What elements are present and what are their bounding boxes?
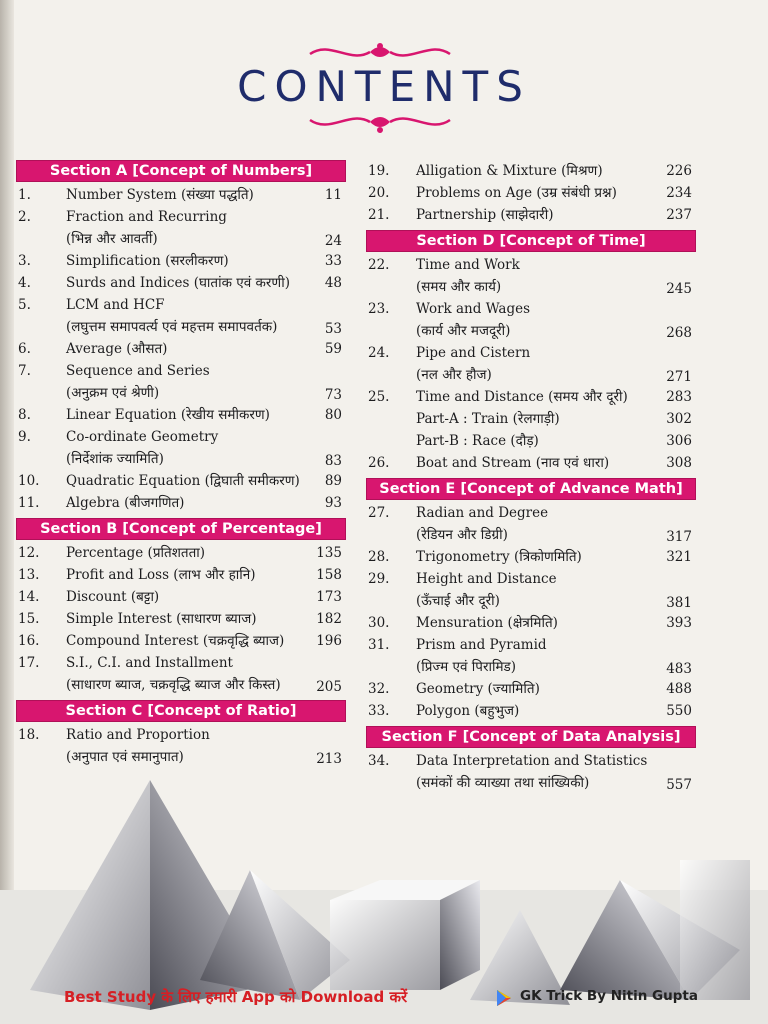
chapter-number: 3.	[18, 253, 31, 269]
toc-entry[interactable]	[16, 184, 346, 206]
chapter-number: 31.	[368, 637, 390, 653]
page-number: 93	[324, 495, 342, 511]
chapter-subtitle: (भिन्न और आवर्ती)	[66, 231, 158, 247]
toc-entry[interactable]	[16, 542, 346, 564]
chapter-number: 30.	[368, 615, 390, 631]
chapter-number: 11.	[18, 495, 40, 511]
page-number: 213	[316, 751, 342, 767]
toc-entry[interactable]	[366, 430, 696, 452]
page-number: 306	[666, 433, 692, 449]
chapter-title: Co-ordinate Geometry	[66, 429, 219, 445]
chapter-number: 14.	[18, 589, 40, 605]
chapter-title: Profit and Loss (लाभ और हानि)	[66, 567, 256, 583]
chapter-title: Pipe and Cistern	[416, 345, 531, 361]
chapter-subtitle: (ऊँचाई और दूरी)	[416, 593, 500, 609]
chapter-number: 28.	[368, 549, 390, 565]
chapter-number: 22.	[368, 257, 390, 273]
page-number: 381	[666, 595, 692, 611]
page-number: 245	[666, 281, 692, 297]
chapter-number: 20.	[368, 185, 390, 201]
chapter-title: Data Interpretation and Statistics	[416, 753, 648, 769]
page-number: 205	[316, 679, 342, 695]
chapter-title: Number System (संख्या पद्धति)	[66, 187, 254, 203]
chapter-title: Partnership (साझेदारी)	[416, 207, 554, 223]
toc-entry[interactable]	[16, 250, 346, 272]
page-number: 268	[666, 325, 692, 341]
chapter-number: 24.	[368, 345, 390, 361]
chapter-number: 1.	[18, 187, 31, 203]
chapter-number: 32.	[368, 681, 390, 697]
page-number: 48	[324, 275, 342, 291]
toc-entry[interactable]	[16, 404, 346, 426]
section-heading: Section B [Concept of Percentage]	[16, 518, 346, 540]
page-number: 173	[316, 589, 342, 605]
page-number: 483	[666, 661, 692, 677]
chapter-title: Simplification (सरलीकरण)	[66, 253, 229, 269]
toc-entry[interactable]	[366, 408, 696, 430]
chapter-number: 8.	[18, 407, 31, 423]
toc-entry[interactable]	[366, 678, 696, 700]
toc-entry[interactable]	[16, 564, 346, 586]
chapter-title: Trigonometry (त्रिकोणमिति)	[416, 549, 582, 565]
chapter-number: 34.	[368, 753, 390, 769]
toc-entry[interactable]	[366, 568, 696, 612]
chapter-title: Ratio and Proportion	[66, 727, 210, 743]
page-number: 89	[324, 473, 342, 489]
play-store-icon[interactable]	[495, 989, 513, 1007]
toc-entry[interactable]	[366, 160, 696, 182]
page-number: 53	[324, 321, 342, 337]
chapter-title: Quadratic Equation (द्विघाती समीकरण)	[66, 473, 300, 489]
toc-entry[interactable]	[16, 492, 346, 514]
chapter-subtitle: (प्रिज्म एवं पिरामिड)	[416, 659, 517, 675]
page-number: 234	[666, 185, 692, 201]
chapter-title: Radian and Degree	[416, 505, 549, 521]
toc-entry[interactable]	[16, 586, 346, 608]
chapter-title: Average (औसत)	[66, 341, 168, 357]
contents-left-column	[16, 160, 346, 768]
chapter-number: 18.	[18, 727, 40, 743]
page-number: 24	[324, 233, 342, 249]
toc-entry[interactable]	[16, 294, 346, 338]
chapter-title: Boat and Stream (नाव एवं धारा)	[416, 455, 610, 471]
chapter-title: Linear Equation (रेखीय समीकरण)	[66, 407, 270, 423]
chapter-title: Compound Interest (चक्रवृद्धि ब्याज)	[66, 633, 285, 649]
chapter-title: Sequence and Series	[66, 363, 210, 379]
page-number: 271	[666, 369, 692, 385]
page-number: 237	[666, 207, 692, 223]
chapter-title: LCM and HCF	[66, 297, 165, 313]
page-number: 550	[666, 703, 692, 719]
page-number: 135	[316, 545, 342, 561]
chapter-title: Part-B : Race (दौड़)	[416, 433, 539, 449]
toc-entry[interactable]	[16, 360, 346, 404]
chapter-number: 4.	[18, 275, 31, 291]
chapter-title: S.I., C.I. and Installment	[66, 655, 233, 671]
toc-entry[interactable]	[366, 546, 696, 568]
toc-entry[interactable]	[16, 630, 346, 652]
toc-entry[interactable]	[366, 452, 696, 474]
footer-banner	[0, 985, 768, 1011]
chapter-number: 6.	[18, 341, 31, 357]
chapter-title: Prism and Pyramid	[416, 637, 547, 653]
chapter-number: 13.	[18, 567, 40, 583]
page-number: 73	[324, 387, 342, 403]
chapter-title: Simple Interest (साधारण ब्याज)	[66, 611, 257, 627]
chapter-number: 12.	[18, 545, 40, 561]
chapter-title: Work and Wages	[416, 301, 530, 317]
brand-credit: GK Trick By Nitin Gupta	[520, 988, 698, 1004]
toc-entry[interactable]	[366, 182, 696, 204]
chapter-title: Surds and Indices (घातांक एवं करणी)	[66, 275, 290, 291]
chapter-subtitle: (नल और हौज)	[416, 367, 492, 383]
chapter-number: 10.	[18, 473, 40, 489]
chapter-title: Fraction and Recurring	[66, 209, 227, 225]
section-heading: Section C [Concept of Ratio]	[16, 700, 346, 722]
page-number: 321	[666, 549, 692, 565]
page-number: 158	[316, 567, 342, 583]
chapter-subtitle: (समंकों की व्याख्या तथा सांख्यिकी)	[416, 775, 590, 791]
contents-right-column	[366, 160, 696, 794]
section-heading: Section E [Concept of Advance Math]	[366, 478, 696, 500]
chapter-subtitle: (अनुपात एवं समानुपात)	[66, 749, 184, 765]
page-number: 11	[324, 187, 342, 203]
toc-entry[interactable]	[16, 338, 346, 360]
toc-entry[interactable]	[366, 700, 696, 722]
chapter-number: 25.	[368, 389, 390, 405]
chapter-subtitle: (निर्देशांक ज्यामिति)	[66, 451, 164, 467]
chapter-number: 15.	[18, 611, 40, 627]
toc-entry[interactable]	[366, 298, 696, 342]
toc-entry[interactable]	[366, 254, 696, 298]
page-number: 59	[324, 341, 342, 357]
chapter-subtitle: (लघुत्तम समापवर्त्य एवं महत्तम समापवर्तक)	[66, 319, 278, 335]
toc-entry[interactable]	[366, 386, 696, 408]
chapter-number: 17.	[18, 655, 40, 671]
toc-entry[interactable]	[16, 206, 346, 250]
section-heading: Section A [Concept of Numbers]	[16, 160, 346, 182]
toc-entry[interactable]	[366, 612, 696, 634]
flourish-bottom-icon	[300, 110, 460, 136]
chapter-title: Geometry (ज्यामिति)	[416, 681, 540, 697]
toc-entry[interactable]	[366, 342, 696, 386]
chapter-number: 5.	[18, 297, 31, 313]
chapter-number: 21.	[368, 207, 390, 223]
chapter-number: 27.	[368, 505, 390, 521]
page-number: 196	[316, 633, 342, 649]
toc-entry[interactable]	[16, 652, 346, 696]
page-number: 182	[316, 611, 342, 627]
toc-entry[interactable]	[16, 426, 346, 470]
toc-entry[interactable]	[366, 502, 696, 546]
chapter-subtitle: (समय और कार्य)	[416, 279, 502, 295]
toc-entry[interactable]	[16, 470, 346, 492]
page-number: 283	[666, 389, 692, 405]
page-number: 317	[666, 529, 692, 545]
page-title: CONTENTS	[237, 62, 531, 111]
page-number: 393	[666, 615, 692, 631]
chapter-number: 9.	[18, 429, 31, 445]
chapter-number: 2.	[18, 209, 31, 225]
page-number: 308	[666, 455, 692, 471]
chapter-number: 7.	[18, 363, 31, 379]
chapter-title: Part-A : Train (रेलगाड़ी)	[416, 411, 560, 427]
section-heading: Section D [Concept of Time]	[366, 230, 696, 252]
chapter-title: Percentage (प्रतिशतता)	[66, 545, 206, 561]
toc-entry[interactable]	[366, 634, 696, 678]
chapter-title: Problems on Age (उम्र संबंधी प्रश्न)	[416, 185, 617, 201]
chapter-number: 26.	[368, 455, 390, 471]
page-number: 488	[666, 681, 692, 697]
chapter-subtitle: (साधारण ब्याज, चक्रवृद्धि ब्याज और किस्त)	[66, 677, 281, 693]
page-number: 83	[324, 453, 342, 469]
chapter-number: 16.	[18, 633, 40, 649]
toc-entry[interactable]	[16, 608, 346, 630]
chapter-subtitle: (अनुक्रम एवं श्रेणी)	[66, 385, 160, 401]
chapter-number: 19.	[368, 163, 390, 179]
chapter-title: Alligation & Mixture (मिश्रण)	[416, 163, 603, 179]
chapter-title: Time and Distance (समय और दूरी)	[416, 389, 628, 405]
page-number: 80	[324, 407, 342, 423]
chapter-title: Height and Distance	[416, 571, 557, 587]
chapter-subtitle: (रेडियन और डिग्री)	[416, 527, 508, 543]
page-number: 557	[666, 777, 692, 793]
chapter-subtitle: (कार्य और मजदूरी)	[416, 323, 511, 339]
chapter-title: Algebra (बीजगणित)	[66, 495, 185, 511]
chapter-number: 29.	[368, 571, 390, 587]
page-number: 33	[324, 253, 342, 269]
chapter-number: 33.	[368, 703, 390, 719]
header	[0, 40, 768, 135]
chapter-title: Discount (बट्टा)	[66, 589, 160, 605]
chapter-number: 23.	[368, 301, 390, 317]
page-number: 226	[666, 163, 692, 179]
page-number: 302	[666, 411, 692, 427]
chapter-title: Polygon (बहुभुज)	[416, 703, 520, 719]
toc-entry[interactable]	[16, 272, 346, 294]
chapter-title: Time and Work	[416, 257, 520, 273]
chapter-title: Mensuration (क्षेत्रमिति)	[416, 615, 558, 631]
section-heading: Section F [Concept of Data Analysis]	[366, 726, 696, 748]
app-download-promo[interactable]: Best Study के लिए हमारी App को Download करें	[64, 988, 408, 1006]
toc-entry[interactable]	[366, 204, 696, 226]
